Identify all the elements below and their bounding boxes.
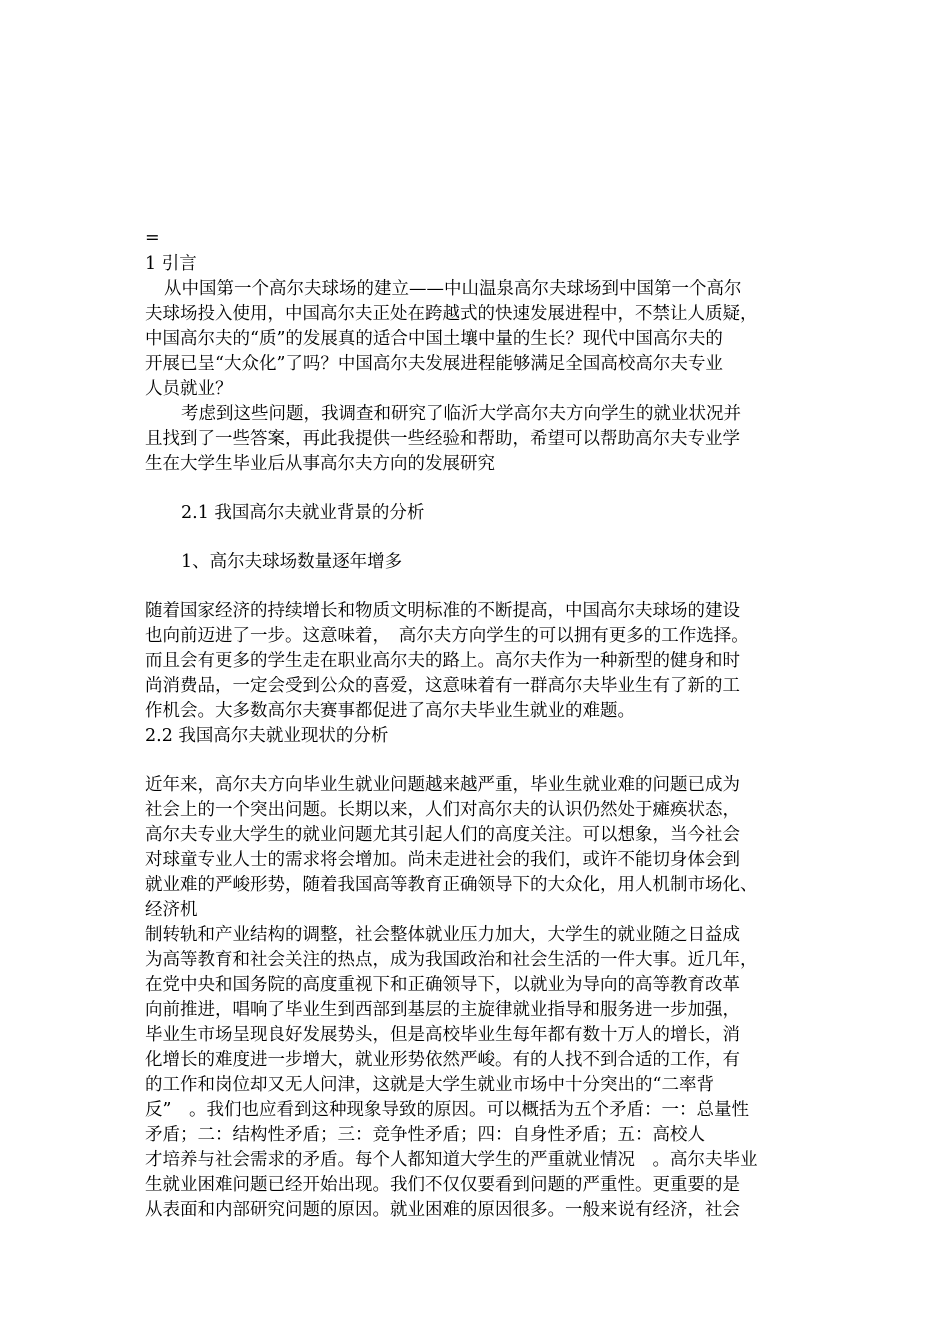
consider-paragraph-line: 考虑到这些问题，我调查和研究了临沂大学高尔夫方向学生的就业状况并 <box>181 404 741 424</box>
growth-paragraph-line: 也向前迈进了一步。这意味着， 高尔夫方向学生的可以拥有更多的工作选择。 <box>145 626 749 646</box>
status-paragraph-line: 制转轨和产业结构的调整，社会整体就业压力加大，大学生的就业随之日益成 <box>145 925 740 945</box>
status-paragraph-line: 毕业生市场呈现良好发展势头，但是高校毕业生每年都有数十万人的增长，消 <box>145 1025 740 1045</box>
growth-paragraph-line: 随着国家经济的持续增长和物质文明标准的不断提高，中国高尔夫球场的建设 <box>145 601 740 621</box>
consider-paragraph-line: 且找到了一些答案，再此我提供一些经验和帮助，希望可以帮助高尔夫专业学 <box>145 429 740 449</box>
intro-paragraph-line: 中国高尔夫的“质”的发展真的适合中国土壤中量的生长？现代中国高尔夫的 <box>145 329 723 349</box>
intro-paragraph-line: 开展已呈“大众化”了吗？中国高尔夫发展进程能够满足全国高校高尔夫专业 <box>145 354 723 374</box>
page-marker: = <box>145 228 160 248</box>
status-paragraph-line: 对球童专业人士的需求将会增加。尚未走进社会的我们，或许不能切身体会到 <box>145 850 740 870</box>
status-paragraph-line: 才培养与社会需求的矛盾。每个人都知道大学生的严重就业情况 。高尔夫毕业 <box>145 1150 758 1170</box>
status-paragraph-line: 就业难的严峻形势，随着我国高等教育正确领导下的大众化，用人机制市场化、 <box>145 875 758 895</box>
heading-section-2-2: 2.2 我国高尔夫就业现状的分析 <box>145 726 389 746</box>
status-paragraph-line: 反” 。我们也应看到这种现象导致的原因。可以概括为五个矛盾：一：总量性 <box>145 1100 749 1120</box>
status-paragraph-line: 近年来，高尔夫方向毕业生就业问题越来越严重，毕业生就业难的问题已成为 <box>145 775 740 795</box>
status-paragraph-line: 为高等教育和社会关注的热点，成为我国政治和社会生活的一件大事。近几年， <box>145 950 758 970</box>
status-paragraph-line: 化增长的难度进一步增大，就业形势依然严峻。有的人找不到合适的工作，有 <box>145 1050 740 1070</box>
intro-paragraph-line: 人员就业？ <box>145 379 233 399</box>
status-paragraph-line: 高尔夫专业大学生的就业问题尤其引起人们的高度关注。可以想象，当今社会 <box>145 825 740 845</box>
heading-introduction: 1 引言 <box>145 254 197 274</box>
status-paragraph-line: 向前推进，唱响了毕业生到西部到基层的主旋律就业指导和服务进一步加强， <box>145 1000 740 1020</box>
status-paragraph-line: 生就业困难问题已经开始出现。我们不仅仅要看到问题的严重性。更重要的是 <box>145 1175 740 1195</box>
status-paragraph-line: 社会上的一个突出问题。长期以来，人们对高尔夫的认识仍然处于瘫痪状态， <box>145 800 740 820</box>
heading-section-2-1: 2.1 我国高尔夫就业背景的分析 <box>181 503 425 523</box>
heading-subsection-1: 1、高尔夫球场数量逐年增多 <box>181 552 403 572</box>
status-paragraph-line: 经济机 <box>145 900 198 920</box>
intro-paragraph-line: 从中国第一个高尔夫球场的建立——中山温泉高尔夫球场到中国第一个高尔 <box>164 279 742 299</box>
growth-paragraph-line: 尚消费品，一定会受到公众的喜爱，这意味着有一群高尔夫毕业生有了新的工 <box>145 676 740 696</box>
growth-paragraph-line: 作机会。大多数高尔夫赛事都促进了高尔夫毕业生就业的难题。 <box>145 701 635 721</box>
growth-paragraph-line: 而且会有更多的学生走在职业高尔夫的路上。高尔夫作为一种新型的健身和时 <box>145 651 740 671</box>
status-paragraph-line: 从表面和内部研究问题的原因。就业困难的原因很多。一般来说有经济，社会 <box>145 1200 740 1220</box>
consider-paragraph-line: 生在大学生毕业后从事高尔夫方向的发展研究 <box>145 454 495 474</box>
intro-paragraph-line: 夫球场投入使用，中国高尔夫正处在跨越式的快速发展进程中，不禁让人质疑， <box>145 304 758 324</box>
status-paragraph-line: 的工作和岗位却又无人问津，这就是大学生就业市场中十分突出的“二率背 <box>145 1075 714 1095</box>
status-paragraph-line: 矛盾；二：结构性矛盾；三：竞争性矛盾；四：自身性矛盾；五：高校人 <box>145 1125 705 1145</box>
status-paragraph-line: 在党中央和国务院的高度重视下和正确领导下，以就业为导向的高等教育改革 <box>145 975 740 995</box>
